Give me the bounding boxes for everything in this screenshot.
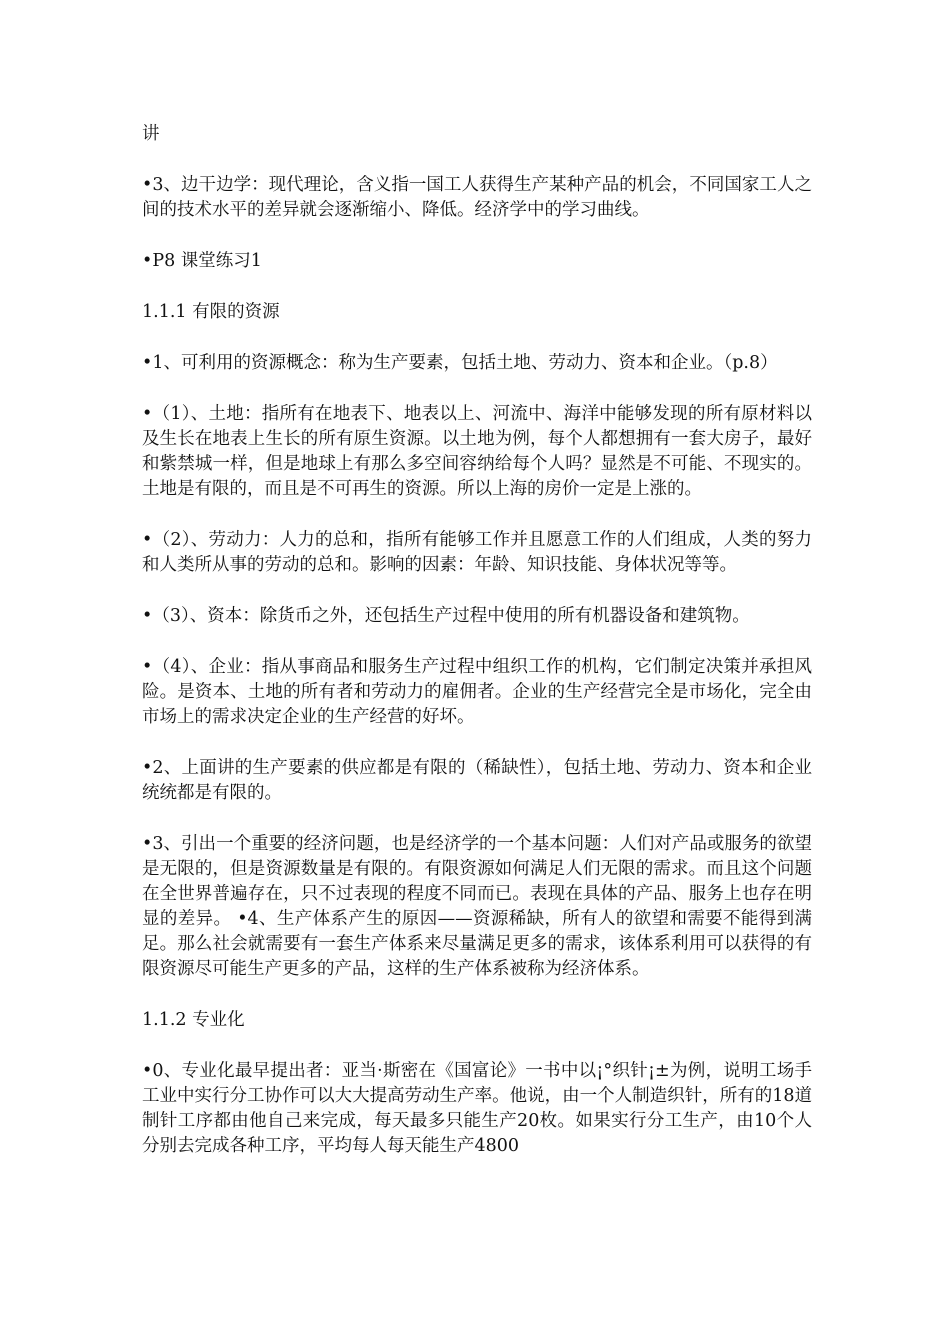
paragraph-scarcity: •2、上面讲的生产要素的供应都是有限的（稀缺性），包括土地、劳动力、资本和企业统统都是有限的。 <box>142 758 812 803</box>
section-heading-specialization: 1.1.2 专业化 <box>142 1010 245 1030</box>
paragraph-labor: •（2）、劳动力：人力的总和，指所有能够工作并且愿意工作的人们组成，人类的努力和人类所从事的劳动的总和。影响的因素：年龄、知识技能、身体状况等等。 <box>142 530 812 575</box>
paragraph-economic-problem: •3、引出一个重要的经济问题，也是经济学的一个基本问题：人们对产品或服务的欲望是无限的，但是资源数量是有限的。有限资源如何满足人们无限的需求。而且这个问题在全世界普遍存在，只不过表现的程度不同而已。表现在具体的产品、服务上也存在明显的差异。 •4、生产体系产生的原因——资源稀缺，所有人的欲望和需要不能得到满足。那么社会就需要有一套生产体系来尽量满足更多的需求，该体系利用可以获得的有限资源尽可能生产更多的产品，这样的生产体系被称为经济体系。 <box>142 834 812 979</box>
paragraph-class-exercise: •P8 课堂练习1 <box>142 251 262 271</box>
paragraph-land: •（1）、土地：指所有在地表下、地表以上、河流中、海洋中能够发现的所有原材料以及生长在地表上生长的所有原生资源。以土地为例，每个人都想拥有一套大房子，最好和紫禁城一样，但是地球上有那么多空间容纳给每个人吗？显然是不可能、不现实的。土地是有限的，而且是不可再生的资源。所以上海的房价一定是上涨的。 <box>142 404 812 499</box>
paragraph-resource-concept: •1、可利用的资源概念：称为生产要素，包括土地、劳动力、资本和企业。（p.8） <box>142 353 778 373</box>
paragraph-adam-smith: •0、专业化最早提出者：亚当·斯密在《国富论》一书中以¡°织针¡±为例，说明工场手工业中实行分工协作可以大大提高劳动生产率。他说，由一个人制造织针，所有的18道制针工序都由他自己来完成，每天最多只能生产20枚。如果实行分工生产，由10个人分别去完成各种工序，平均每人每天能生产4800 <box>142 1061 812 1156</box>
page-content <box>142 122 812 1185</box>
paragraph-capital: •（3）、资本：除货币之外，还包括生产过程中使用的所有机器设备和建筑物。 <box>142 606 750 626</box>
paragraph-lecture-fragment: 讲 <box>142 124 160 144</box>
paragraph-learning-by-doing: •3、边干边学：现代理论，含义指一国工人获得生产某种产品的机会，不同国家工人之间的技术水平的差异就会逐渐缩小、降低。经济学中的学习曲线。 <box>142 175 812 220</box>
section-heading-limited-resources: 1.1.1 有限的资源 <box>142 302 280 322</box>
paragraph-enterprise: •（4）、企业：指从事商品和服务生产过程中组织工作的机构，它们制定决策并承担风险。是资本、土地的所有者和劳动力的雇佣者。企业的生产经营完全是市场化，完全由市场上的需求决定企业的生产经营的好坏。 <box>142 657 812 727</box>
